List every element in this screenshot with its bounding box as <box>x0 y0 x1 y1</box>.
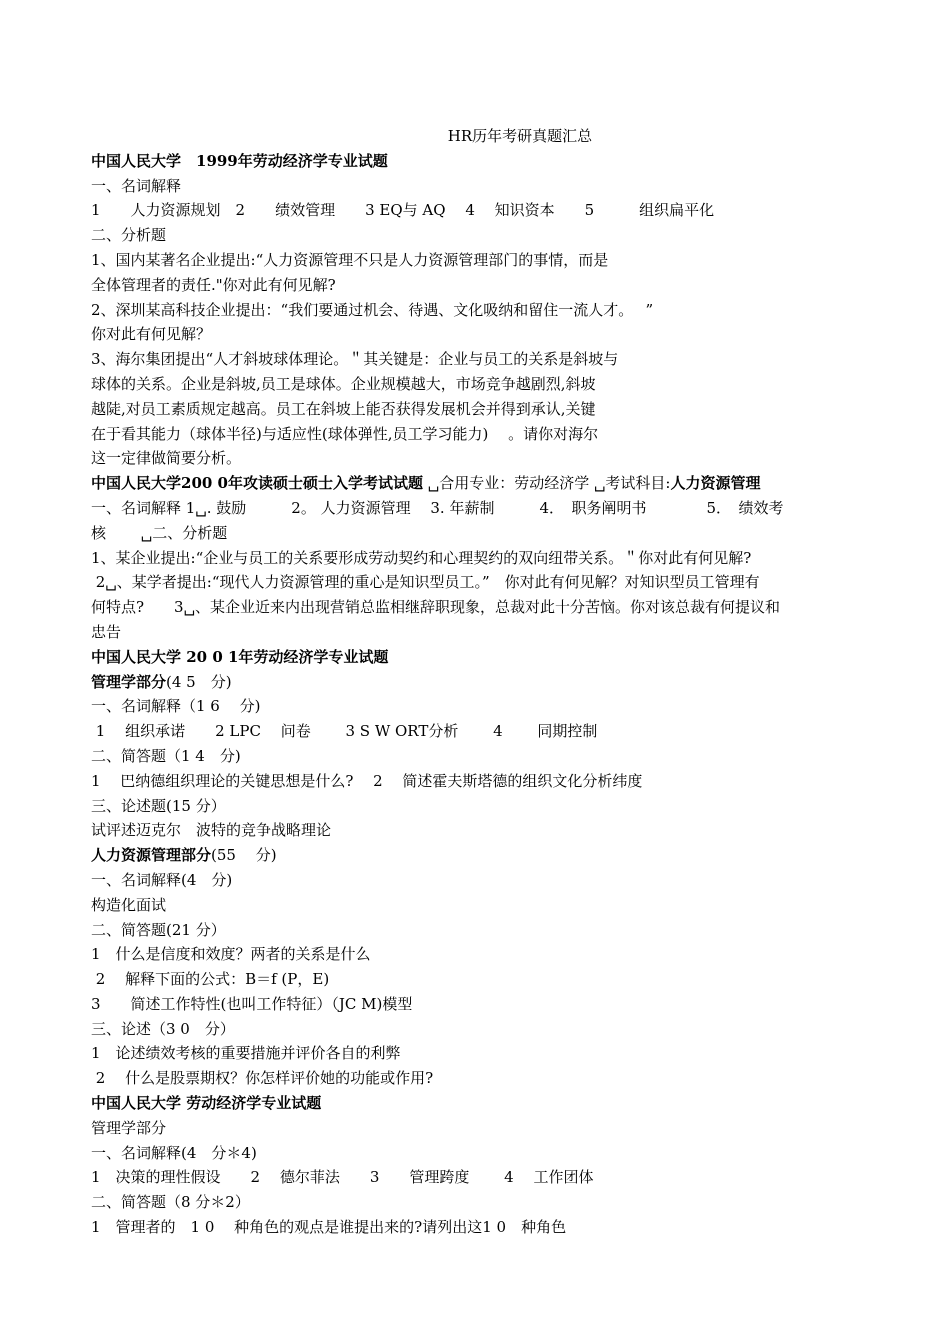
part-heading-hr-title: 人力资源管理部分 <box>91 846 212 865</box>
text-line: 一、名词解释 1␣. 鼓励 2。 人力资源管理 3. 年薪制 4． 职务阐明书 5． 绩效考 <box>91 498 784 517</box>
text-line: 1、某企业提出:“企业与员工的关系要形成劳动契约和心理契约的双向纽带关系。＂你对此有何见解? <box>91 548 752 567</box>
text-line: 2␣、某学者提出:“现代人力资源管理的重心是知识型员工。” 你对此有何见解？对知识型员工管理有 <box>91 573 760 592</box>
part-heading-management-score: (4 5 分) <box>166 672 232 691</box>
text-line: 3 简述工作特性(也叫工作特征）（JC M)模型 <box>91 994 413 1013</box>
subsection-heading: 二、简答题（8 分＊2） <box>91 1193 250 1212</box>
text-line: 何特点? 3␣、某企业近来内出现营销总监相继辞职现象，总裁对此十分苦恼。你对该总裁有何提议和 <box>91 598 781 617</box>
text-line: 在于看其能力（球体半径)与适应性(球体弹性,员工学习能力) 。请你对海尔 <box>91 424 599 443</box>
part-heading-management <box>91 670 871 695</box>
part-heading: 管理学部分 <box>91 1118 167 1137</box>
text-line: 你对此有何见解？ <box>91 325 212 344</box>
text-line: 这一定律做简要分析。 <box>91 449 242 468</box>
part-heading-hr-score: (55 分) <box>211 846 277 865</box>
subsection-heading: 二、简答题(21 分） <box>91 920 226 939</box>
subsection-heading: 三、论述题(15 分） <box>91 796 226 815</box>
document-title: HR历年考研真题汇总 <box>447 127 593 145</box>
section-heading-2000 <box>91 471 871 496</box>
text-line: 1 决策的理性假设 2 德尔菲法 3 管理跨度 4 工作团体 <box>91 1168 594 1187</box>
text-line: 2、深圳某高科技企业提出：“我们要通过机会、待遇、文化吸纳和留住一流人才。 ” <box>91 300 654 319</box>
section-heading-2001: 中国人民大学 20 0 1年劳动经济学专业试题 <box>91 647 389 666</box>
subsection-heading: 一、名词解释 <box>91 176 182 195</box>
text-line: 1、国内某著名企业提出:“人力资源管理不只是人力资源管理部门的事情，而是 <box>91 250 609 269</box>
subsection-heading: 二、简答题（1 4 分) <box>91 746 241 765</box>
document-page <box>91 124 871 1240</box>
text-line: 3、海尔集团提出“人才斜坡球体理论。＂其关键是：企业与员工的关系是斜坡与 <box>91 350 619 369</box>
section-heading-2000-meta: ␣合用专业：劳动经济学 ␣考试科目: <box>422 474 671 493</box>
text-line: 越陡,对员工素质规定越高。员工在斜坡上能否获得发展机会并得到承认,关键 <box>91 399 596 418</box>
section-heading-2000-subject: 人力资源管理 <box>670 474 761 493</box>
text-line: 2 什么是股票期权？你怎样评价她的功能或作用? <box>91 1069 434 1088</box>
part-heading-management-title: 管理学部分 <box>91 672 167 691</box>
text-line: 1 什么是信度和效度？两者的关系是什么 <box>91 945 371 964</box>
text-line: 核 ␣二、分析题 <box>91 523 228 542</box>
text-line: 全体管理者的责任."你对此有何见解? <box>91 275 336 294</box>
subsection-heading: 一、名词解释（1 6 分) <box>91 697 261 716</box>
text-line: 2 解释下面的公式：B＝f (P，E) <box>91 970 330 989</box>
text-line: 忠告 <box>91 622 122 641</box>
text-line: 1 论述绩效考核的重要措施并评价各自的利弊 <box>91 1044 401 1063</box>
section-heading-2000-title: 中国人民大学200 0年攻读硕士硕士入学考试试题 <box>91 474 423 493</box>
subsection-heading: 一、名词解释(4 分) <box>91 870 233 889</box>
text-line: 1 组织承诺 2 LPC 问卷 3 S W ORT分析 4 同期控制 <box>91 722 598 741</box>
subsection-heading: 二、分析题 <box>91 226 167 245</box>
part-heading-hr <box>91 843 871 868</box>
text-line: 构造化面试 <box>91 895 167 914</box>
subsection-heading: 一、名词解释(4 分＊4) <box>91 1143 257 1162</box>
section-heading-1999: 中国人民大学 1999年劳动经济学专业试题 <box>91 151 388 170</box>
text-line: 1 巴纳德组织理论的关键思想是什么? 2 简述霍夫斯塔德的组织文化分析纬度 <box>91 771 643 790</box>
text-line: 球体的关系。企业是斜坡,员工是球体。企业规模越大，市场竞争越剧烈,斜坡 <box>91 374 596 393</box>
text-line: 1 人力资源规划 2 绩效管理 3 EQ与 AQ 4 知识资本 5 组织扁平化 <box>91 201 715 220</box>
text-line: 试评述迈克尔 波特的竞争战略理论 <box>91 821 332 840</box>
section-heading-labor-economics: 中国人民大学 劳动经济学专业试题 <box>91 1094 322 1113</box>
subsection-heading: 三、论述（3 0 分） <box>91 1019 235 1038</box>
text-line: 1 管理者的 1 0 种角色的观点是谁提出来的?请列出这1 0 种角色 <box>91 1218 567 1237</box>
